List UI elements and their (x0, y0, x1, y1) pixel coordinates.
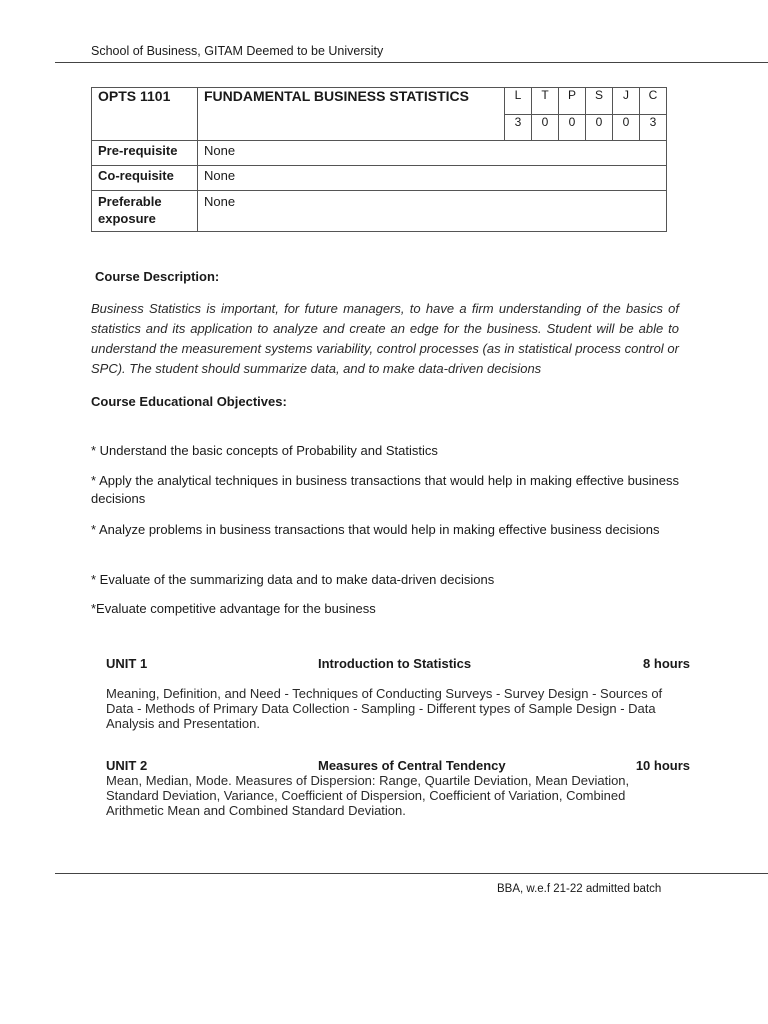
unit-1-hours: 8 hours (643, 656, 690, 671)
objectives-heading: Course Educational Objectives: (91, 394, 287, 409)
credit-header-l: L (505, 88, 532, 115)
course-code: OPTS 1101 (92, 88, 198, 141)
unit-2-content: Mean, Median, Mode. Measures of Dispersion: Range, Quartile Deviation, Mean Deviation, Standard Deviation, Variance, Coefficient of Dispersion, Coefficient of Variation, Combined Arithmetic Mean and Combined Standard Deviation. (106, 773, 630, 818)
table-row (92, 141, 667, 166)
preferable-exposure-label: Preferable exposure (92, 191, 198, 232)
preferable-exposure-value: None (198, 191, 667, 232)
credit-header-t: T (532, 88, 559, 115)
course-description-heading: Course Description: (95, 269, 220, 284)
credit-value-j: 0 (613, 114, 640, 141)
corequisite-value: None (198, 166, 667, 191)
objective-item: * Analyze problems in business transactions that would help in making effective business decisions (91, 522, 660, 537)
prerequisite-value: None (198, 141, 667, 166)
objective-item: * Evaluate of the summarizing data and to make data-driven decisions (91, 572, 495, 587)
credit-value-l: 3 (505, 114, 532, 141)
unit-1-content: Meaning, Definition, and Need - Techniques of Conducting Surveys - Survey Design - Sources of Data - Methods of Primary Data Collection - Sampling - Different types of Sample Design - Data Analysis and Presentation. (106, 686, 663, 731)
prerequisite-label: Pre-requisite (92, 141, 198, 166)
page-header: School of Business, GITAM Deemed to be University (91, 44, 384, 58)
credit-header-p: P (559, 88, 586, 115)
header-divider (55, 62, 768, 63)
unit-2-hours: 10 hours (635, 758, 690, 773)
credit-value-p: 0 (559, 114, 586, 141)
course-title: FUNDAMENTAL BUSINESS STATISTICS (198, 88, 505, 141)
table-row (92, 191, 667, 232)
credit-value-t: 0 (532, 114, 559, 141)
objective-item: *Evaluate competitive advantage for the business (91, 601, 376, 616)
course-description-text: Business Statistics is important, for future managers, to have a firm understanding of the basics of statistics and its application to analyze and create an edge for the business. Student will be able to understand the measurement systems variability, control processes (as in statistical process control or SPC). The student should summarize data, and to make data-driven decisions (91, 301, 679, 376)
credit-header-c: C (640, 88, 667, 115)
unit-2-title: Measures of Central Tendency (318, 758, 506, 773)
credit-value-c: 3 (640, 114, 667, 141)
corequisite-label: Co-requisite (92, 166, 198, 191)
unit-1-label: UNIT 1 (106, 656, 148, 671)
credit-header-j: J (613, 88, 640, 115)
unit-1-title: Introduction to Statistics (318, 656, 472, 671)
unit-2-label: UNIT 2 (106, 758, 148, 773)
objective-item: * Apply the analytical techniques in business transactions that would help in making effective business decisions (91, 473, 679, 506)
page-footer: BBA, w.e.f 21-22 admitted batch (497, 883, 662, 895)
footer-divider (55, 873, 768, 874)
objective-item: * Understand the basic concepts of Probability and Statistics (91, 443, 438, 458)
credit-value-s: 0 (586, 114, 613, 141)
table-row (92, 166, 667, 191)
course-info-table (91, 87, 667, 232)
unit-2-header (106, 758, 690, 773)
unit-1-header (106, 656, 690, 671)
credit-header-s: S (586, 88, 613, 115)
